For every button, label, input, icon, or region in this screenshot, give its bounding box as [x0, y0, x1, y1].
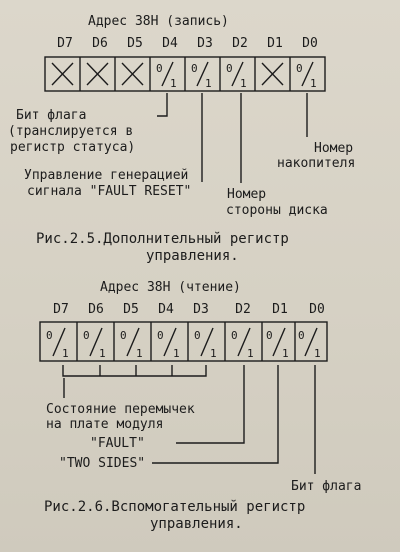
fig6-bit-label: D5 [123, 302, 139, 317]
fig6-cell-zero: 0 [120, 329, 127, 342]
fig5-side-label-line2: стороны диска [226, 203, 328, 218]
fig6-jumpers-bracket [63, 365, 206, 376]
fig6-cell-zero: 0 [83, 329, 90, 342]
fig6-cell-zero: 0 [194, 329, 201, 342]
fig5-bit-label: D7 [57, 36, 73, 51]
fig5-caption-line2: управления. [146, 248, 239, 264]
fig6-cell-one: 1 [99, 347, 106, 360]
fig6-jumpers-label-line1: Состояние перемычек [46, 402, 195, 417]
fig6-cell-one: 1 [282, 347, 289, 360]
fig5-cell-zero: 0 [156, 62, 163, 75]
fig6-address: Адрес 38H (чтение) [100, 280, 241, 295]
fig5-cell-one: 1 [240, 77, 247, 90]
fig5-cell-zero: 0 [191, 62, 198, 75]
fig6-bit-label: D0 [309, 302, 325, 317]
fig6-caption-line2: управления. [150, 516, 243, 532]
fig6-bit-label: D7 [53, 302, 69, 317]
fig5-bit-label: D2 [232, 36, 248, 51]
fig5-cell-zero: 0 [226, 62, 233, 75]
fig6-bit-label: D3 [193, 302, 209, 317]
fig6-bit-label: D6 [88, 302, 104, 317]
fig6-cell-one: 1 [314, 347, 321, 360]
fig6-two-sides-label: "TWO SIDES" [59, 456, 146, 471]
fig6-fault-label: "FAULT" [90, 436, 145, 451]
fig6-cell-zero: 0 [266, 329, 273, 342]
fig6-cell-one: 1 [136, 347, 143, 360]
fig5-caption-line1: Рис.2.5.Дополнительный регистр [36, 231, 289, 247]
fig5-address: Адрес 38H (запись) [88, 14, 229, 29]
fig6-flag-label: Бит флага [291, 479, 362, 494]
fig5-bit-label: D1 [267, 36, 283, 51]
fig5-fault-reset-label-line1: Управление генерацией [24, 168, 189, 183]
fig6-cell-zero: 0 [231, 329, 238, 342]
fig5-flag-label-line2: (транслируется в [8, 124, 134, 139]
fig6-cell-zero: 0 [157, 329, 164, 342]
fig5-bit-label: D0 [302, 36, 318, 51]
fig6-cell-zero: 0 [46, 329, 53, 342]
fig6-cell-one: 1 [247, 347, 254, 360]
fig6-cell-one: 1 [62, 347, 69, 360]
fig5-cell-zero: 0 [296, 62, 303, 75]
fig5-flag-label-line3: регистр статуса) [10, 140, 136, 155]
fig5-fault-reset-label-line2: сигнала "FAULT RESET" [27, 184, 192, 199]
fig6-cell-one: 1 [173, 347, 180, 360]
fig5-side-label-line1: Номер [227, 187, 267, 202]
fig6-cell-zero: 0 [298, 329, 305, 342]
fig6-cell-one: 1 [210, 347, 217, 360]
fig5-cell-one: 1 [205, 77, 212, 90]
fig5-bit-label: D5 [127, 36, 143, 51]
fig5-drive-label-line2: накопителя [277, 156, 356, 171]
fig5-bit-label: D6 [92, 36, 108, 51]
fig6-bit-label: D2 [235, 302, 251, 317]
fig6-caption-line1: Рис.2.6.Вспомогательный регистр [44, 499, 306, 515]
fig5-bit-label: D3 [197, 36, 213, 51]
fig5-cell-one: 1 [310, 77, 317, 90]
fig5-flag-label-line1: Бит флага [16, 108, 87, 123]
fig6-jumpers-label-line2: на плате модуля [46, 417, 164, 432]
fig5-cell-one: 1 [170, 77, 177, 90]
fig6-bit-label: D1 [272, 302, 288, 317]
fig6-bit-label: D4 [158, 302, 174, 317]
fig5-drive-label-line1: Номер [314, 141, 354, 156]
fig5-bit-label: D4 [162, 36, 178, 51]
